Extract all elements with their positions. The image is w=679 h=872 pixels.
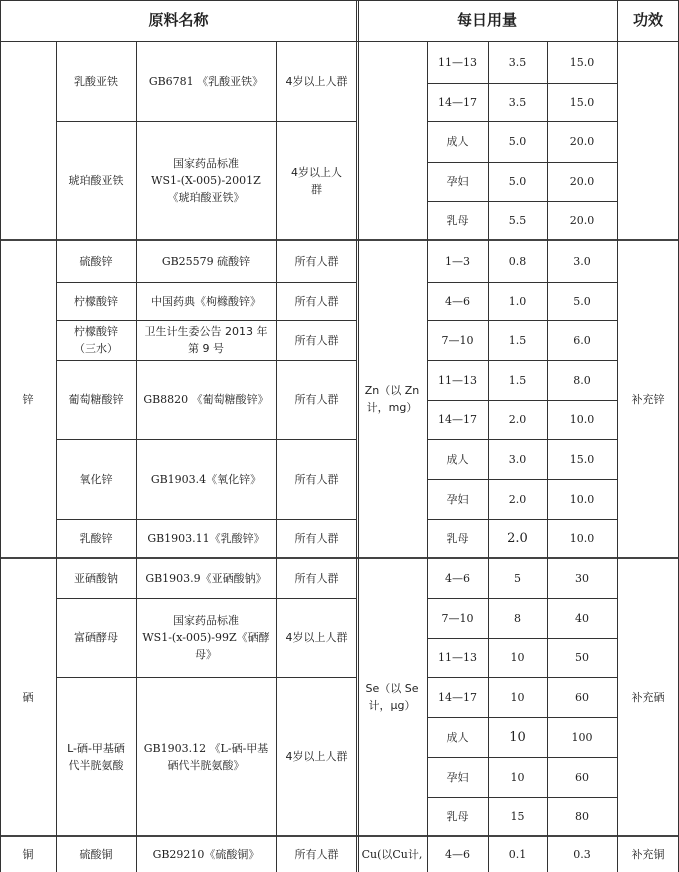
copper-min: 0.1 (508, 847, 527, 861)
selenium-dose-max-3: 50 (575, 651, 589, 664)
grid-line (547, 41, 548, 872)
selenium-dose-age-4: 14—17 (438, 690, 477, 704)
iron-dose-min-5: 5.5 (508, 214, 527, 227)
zinc-row-6-population: 所有人群 (294, 532, 339, 545)
selenium-dose-age-1: 4—6 (445, 571, 470, 585)
section-divider (0, 239, 679, 241)
zinc-row-6-name: 乳酸锌 (79, 532, 113, 545)
grid-line (427, 83, 617, 84)
iron-dose-max-4: 20.0 (569, 175, 595, 188)
selenium-function: 补充硒 (631, 690, 665, 704)
selenium-dose-min-3: 10 (510, 651, 525, 664)
zinc-dose-max-5: 10.0 (569, 413, 595, 426)
section-divider (0, 835, 679, 837)
selenium-row-2-name: 富硒酵母 (74, 631, 118, 644)
zinc-dose-min-3: 1.5 (508, 333, 527, 347)
selenium-dose-min-1: 5 (514, 571, 521, 585)
header-raw-material: 原料名称 (148, 11, 209, 29)
zinc-unit: Zn（以 Zn 计，mg） (364, 384, 420, 414)
zinc-dose-age-6: 成人 (446, 452, 469, 466)
grid-line (56, 360, 357, 361)
zinc-row-2-name: 柠檬酸锌 (74, 294, 118, 308)
section-divider (0, 557, 679, 559)
zinc-row-2-standard: 中国药典《枸橼酸锌》 (151, 294, 261, 308)
zinc-dose-max-4: 8.0 (573, 373, 591, 387)
iron-dose-min-3: 5.0 (508, 135, 527, 148)
grid-line (358, 0, 359, 872)
grid-line (56, 320, 357, 321)
zinc-dose-min-1: 0.8 (508, 254, 527, 268)
iron-dose-min-1: 3.5 (508, 55, 527, 69)
selenium-element: 硒 (22, 690, 34, 704)
copper-name: 硫酸铜 (79, 847, 113, 861)
grid-line (136, 41, 137, 872)
selenium-dose-min-6: 10 (510, 770, 525, 784)
grid-line (427, 439, 617, 440)
grid-line (427, 360, 617, 361)
zinc-row-3-standard: 卫生计生委公告 2013 年 第 9 号 (144, 325, 268, 355)
selenium-row-3-name: L-硒-甲基硒 代半胱氨酸 (67, 741, 125, 772)
grid-line (488, 41, 489, 872)
zinc-row-4-standard: GB8820 《葡萄糖酸锌》 (143, 393, 269, 406)
grid-line (427, 479, 617, 480)
grid-line (427, 717, 617, 718)
zinc-row-1-population: 所有人群 (294, 254, 339, 268)
grid-line (0, 0, 1, 872)
zinc-dose-age-3: 7—10 (441, 333, 474, 347)
zinc-dose-min-7: 2.0 (508, 492, 527, 506)
selenium-dose-max-1: 30 (575, 571, 589, 585)
zinc-row-1-standard: GB25579 硫酸锌 (161, 254, 251, 268)
zinc-row-3-name: 柠檬酸锌 （三水） (74, 325, 118, 355)
grid-line (427, 320, 617, 321)
iron-row-2-standard: 国家药品标准 WS1-(X-005)-2001Z 《琥珀酸亚铁》 (151, 157, 261, 204)
zinc-dose-min-5: 2.0 (508, 413, 527, 426)
copper-population: 所有人群 (294, 847, 339, 861)
iron-dose-age-5: 乳母 (446, 214, 469, 227)
zinc-dose-age-8: 乳母 (446, 532, 469, 545)
selenium-row-2-standard: 国家药品标准 WS1-(x-005)-99Z《硒酵 母》 (142, 614, 270, 661)
iron-dose-max-5: 20.0 (569, 214, 595, 227)
grid-line (427, 41, 428, 872)
grid-line (427, 598, 617, 599)
selenium-dose-max-7: 80 (575, 810, 589, 823)
grid-line (427, 162, 617, 163)
header-daily-dose: 每日用量 (456, 11, 517, 29)
selenium-row-1-standard: GB1903.9《亚硒酸钠》 (145, 571, 267, 585)
iron-dose-max-3: 20.0 (569, 135, 595, 148)
zinc-dose-min-8: 2.0 (507, 531, 528, 546)
grid-line (427, 638, 617, 639)
copper-function: 补充铜 (631, 847, 665, 861)
zinc-row-6-standard: GB1903.11《乳酸锌》 (147, 532, 265, 545)
selenium-dose-age-5: 成人 (446, 730, 469, 744)
zinc-row-1-name: 硫酸锌 (79, 254, 113, 268)
zinc-dose-min-6: 3.0 (508, 452, 527, 466)
grid-line (56, 282, 357, 283)
grid-line (56, 439, 357, 440)
iron-dose-age-4: 孕妇 (446, 175, 469, 188)
selenium-dose-age-2: 7—10 (441, 611, 474, 625)
iron-dose-min-2: 3.5 (508, 95, 527, 109)
copper-age: 4—6 (445, 847, 470, 861)
zinc-row-4-population: 所有人群 (294, 393, 339, 406)
grid-line (427, 201, 617, 202)
selenium-dose-min-7: 15 (510, 810, 525, 823)
zinc-dose-age-7: 孕妇 (446, 492, 469, 506)
zinc-dose-min-4: 1.5 (508, 373, 527, 387)
zinc-dose-age-2: 4—6 (445, 294, 470, 308)
selenium-dose-max-4: 60 (575, 690, 589, 704)
grid-line (56, 598, 357, 599)
iron-dose-max-2: 15.0 (569, 95, 595, 109)
zinc-row-2-population: 所有人群 (294, 294, 339, 308)
zinc-dose-max-1: 3.0 (573, 254, 591, 268)
grid-line (427, 400, 617, 401)
selenium-row-1-population: 所有人群 (294, 571, 339, 585)
copper-standard: GB29210《硫酸铜》 (152, 847, 260, 861)
zinc-dose-min-2: 1.0 (508, 294, 527, 308)
selenium-row-3-population: 4岁以上人群 (285, 750, 348, 763)
zinc-row-5-name: 氧化锌 (79, 472, 113, 486)
iron-row-1-name: 乳酸亚铁 (74, 74, 118, 88)
iron-dose-age-3: 成人 (446, 135, 469, 148)
zinc-element: 锌 (22, 392, 34, 406)
selenium-dose-max-5: 100 (571, 730, 593, 744)
grid-line (56, 519, 357, 520)
grid-line (427, 519, 617, 520)
grid-line (276, 41, 277, 872)
grid-line (427, 797, 617, 798)
selenium-dose-age-7: 乳母 (446, 810, 469, 823)
selenium-dose-min-4: 10 (510, 690, 525, 704)
iron-row-1-standard: GB6781 《乳酸亚铁》 (148, 74, 264, 88)
zinc-row-3-population: 所有人群 (294, 333, 339, 347)
selenium-row-2-population: 4岁以上人群 (285, 631, 348, 644)
grid-line (427, 121, 617, 122)
zinc-dose-age-4: 11—13 (438, 373, 477, 387)
grid-line (427, 757, 617, 758)
iron-dose-age-1: 11—13 (438, 55, 477, 69)
selenium-unit: Se（以 Se 计，μg） (365, 682, 419, 712)
grid-line (56, 121, 357, 122)
grid-line (56, 41, 57, 872)
iron-row-1-population: 4岁以上人群 (285, 74, 348, 88)
iron-dose-min-4: 5.0 (508, 175, 527, 188)
selenium-dose-age-3: 11—13 (438, 651, 477, 664)
selenium-row-1-name: 亚硒酸钠 (74, 571, 118, 585)
grid-line (356, 0, 357, 872)
iron-dose-age-2: 14—17 (438, 95, 477, 109)
grid-line (427, 282, 617, 283)
zinc-dose-max-2: 5.0 (573, 294, 591, 308)
grid-line (56, 677, 357, 678)
copper-max: 0.3 (573, 847, 591, 861)
zinc-dose-max-6: 15.0 (569, 452, 595, 466)
selenium-dose-min-5: 10 (509, 729, 526, 745)
zinc-dose-age-1: 1—3 (445, 254, 470, 268)
zinc-function: 补充锌 (631, 392, 665, 406)
grid-line (0, 41, 679, 42)
header-function: 功效 (632, 11, 663, 29)
grid-line (0, 0, 679, 1)
selenium-dose-max-2: 40 (575, 611, 589, 625)
iron-dose-max-1: 15.0 (569, 55, 595, 69)
selenium-row-3-standard: GB1903.12 《L-硒-甲基 硒代半胱氨酸》 (143, 741, 269, 772)
copper-unit: Cu(以Cu计, (361, 847, 423, 861)
selenium-dose-max-6: 60 (575, 770, 589, 784)
zinc-row-5-standard: GB1903.4《氧化锌》 (150, 472, 262, 486)
grid-line (617, 0, 618, 872)
zinc-row-5-population: 所有人群 (294, 472, 339, 486)
iron-row-2-name: 琥珀酸亚铁 (68, 174, 124, 187)
selenium-dose-age-6: 孕妇 (446, 770, 469, 784)
zinc-row-4-name: 葡萄糖酸锌 (68, 393, 124, 406)
zinc-dose-max-7: 10.0 (569, 492, 595, 506)
grid-line (427, 677, 617, 678)
iron-row-2-population: 4岁以上人 群 (291, 165, 342, 196)
zinc-dose-max-3: 6.0 (573, 333, 591, 347)
zinc-dose-age-5: 14—17 (438, 413, 477, 426)
copper-element: 铜 (22, 847, 34, 861)
selenium-dose-min-2: 8 (514, 611, 521, 625)
zinc-dose-max-8: 10.0 (569, 532, 595, 545)
